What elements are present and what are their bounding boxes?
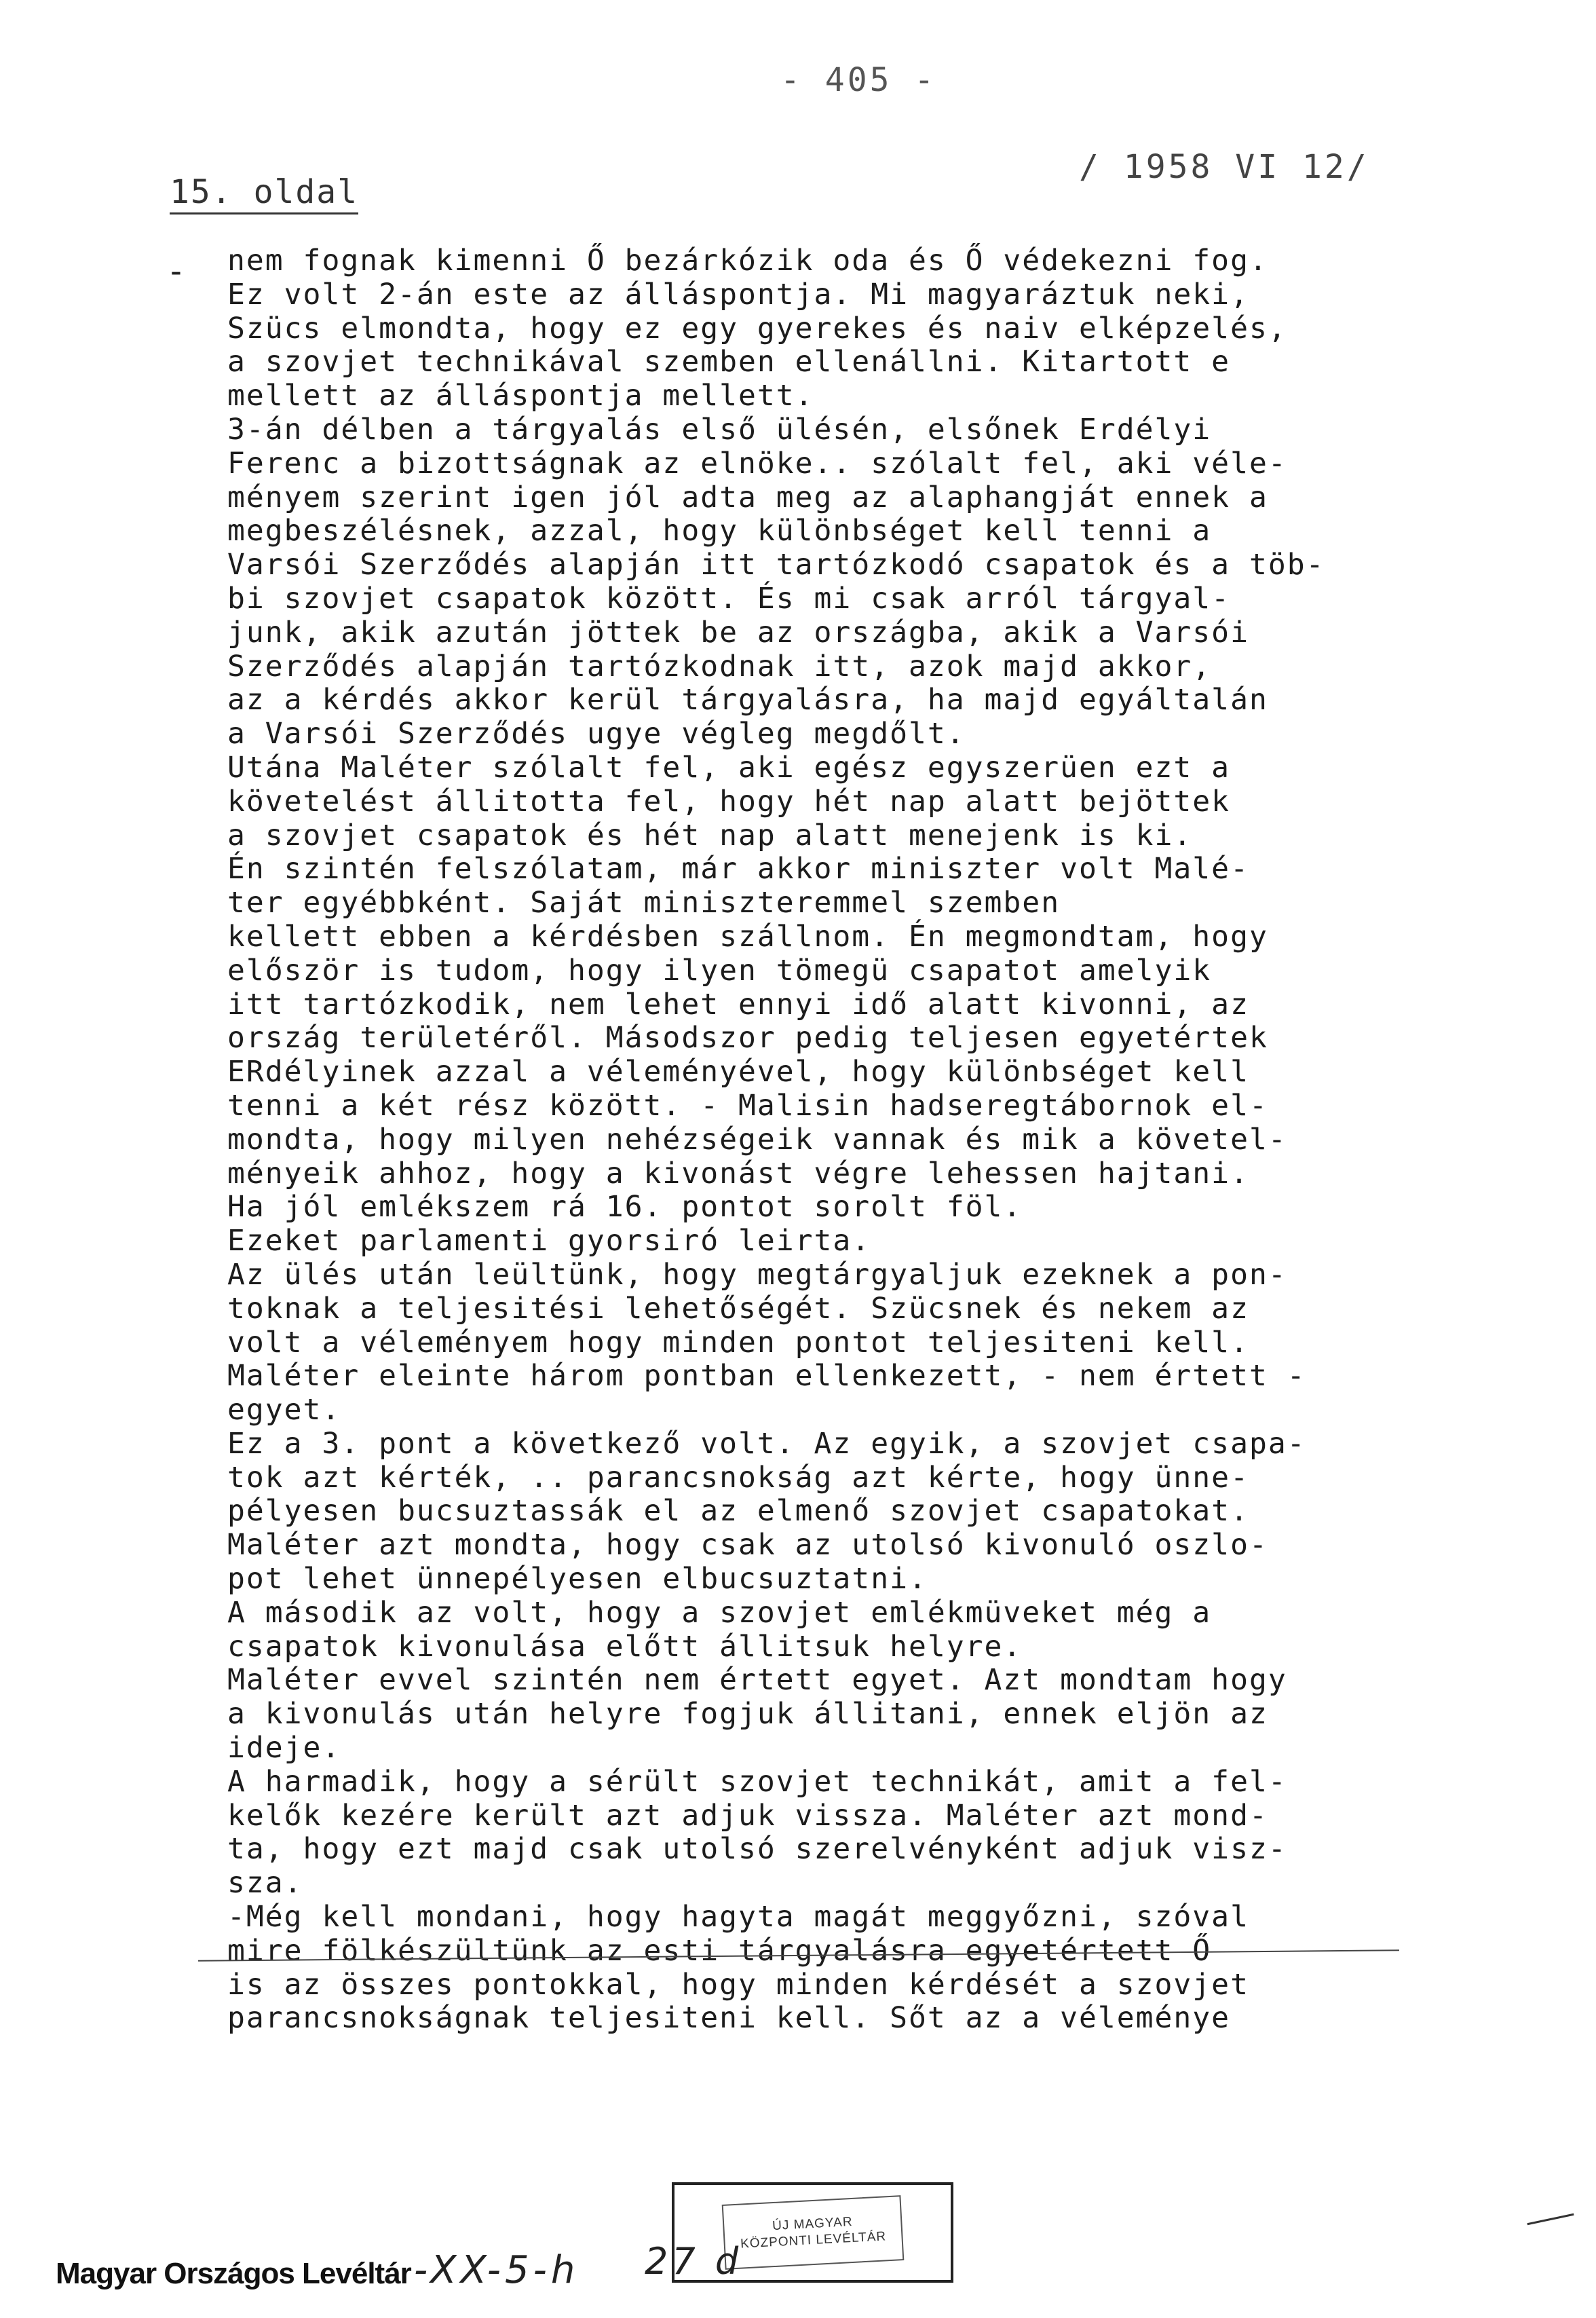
text-line: mire fölkészültünk az esti tárgyalásra egyetértett Ő <box>227 1933 1212 1968</box>
text-line: mondta, hogy milyen nehézségeik vannak és mik a követel- <box>227 1122 1287 1157</box>
text-line: A harmadik, hogy a sérült szovjet technikát, amit a fel- <box>227 1764 1287 1799</box>
corner-mark <box>1527 2213 1574 2225</box>
text-line: csapatok kivonulása előtt állitsuk helyre. <box>227 1629 1023 1664</box>
text-line: Utána Maléter szólalt fel, aki egész egyszerüen ezt a <box>227 750 1231 785</box>
text-line: a kivonulás után helyre fogjuk állitani, ennek eljön az <box>227 1697 1268 1732</box>
text-line: kellett ebben a kérdésben szállnom. Én megmondtam, hogy <box>227 919 1268 954</box>
text-line: Ha jól emlékszem rá 16. pontot sorolt föl. <box>227 1190 1023 1225</box>
text-line: junk, akik azután jöttek be az országba, akik a Varsói <box>227 615 1249 650</box>
text-line: nem fognak kimenni Ő bezárkózik oda és Ő védekezni fog. <box>227 244 1268 278</box>
text-line: Szücs elmondta, hogy ez egy gyerekes és naiv elképzelés, <box>227 311 1287 345</box>
typewritten-text <box>227 244 1503 2036</box>
page-number: - 405 - <box>780 61 937 99</box>
text-line: parancsnokságnak teljesiteni kell. Sőt az a véleménye <box>227 2001 1231 2036</box>
document-date: / 1958 VI 12/ <box>1079 148 1369 186</box>
text-line: megbeszélésnek, azzal, hogy különbséget kell tenni a <box>227 514 1212 548</box>
text-line: Maléter evvel szintén nem értett egyet. Azt mondtam hogy <box>227 1663 1287 1698</box>
text-line: is az összes pontokkal, hogy minden kérdését a szovjet <box>227 1967 1249 2002</box>
text-line: Ez a 3. pont a következő volt. Az egyik, a szovjet csapa- <box>227 1426 1306 1461</box>
text-line: a Varsói Szerződés ugye végleg megdőlt. <box>227 717 966 751</box>
stamp-line-2: KÖZPONTI LEVÉLTÁR <box>740 2229 887 2251</box>
text-line: a szovjet csapatok és hét nap alatt menejenk is ki. <box>227 818 1193 853</box>
text-line: itt tartózkodik, nem lehet ennyi idő alatt kivonni, az <box>227 987 1249 1022</box>
text-line: Ez volt 2-án este az álláspontja. Mi magyaráztuk neki, <box>227 277 1249 312</box>
text-line: Varsói Szerződés alapján itt tartózkodó csapatok és a töb- <box>227 548 1325 582</box>
text-line: pélyesen bucsuztassák el az elmenő szovjet csapatokat. <box>227 1494 1249 1529</box>
stamp-line-1: ÚJ MAGYAR <box>772 2214 853 2234</box>
text-line: A második az volt, hogy a szovjet emlékmüveket még a <box>227 1595 1212 1630</box>
text-line: a szovjet technikával szemben ellenállni. Kitartott e <box>227 345 1231 379</box>
text-line: ideje. <box>227 1731 341 1765</box>
text-line: Ezeket parlamenti gyorsiró leirta. <box>227 1224 871 1258</box>
text-line: egyet. <box>227 1393 341 1427</box>
text-line: bi szovjet csapatok között. És mi csak arról tárgyal- <box>227 581 1231 616</box>
text-line: Szerződés alapján tartózkodnak itt, azok majd akkor, <box>227 649 1212 684</box>
text-line: ményeik ahhoz, hogy a kivonást végre lehessen hajtani. <box>227 1156 1249 1191</box>
text-line: -Még kell mondani, hogy hagyta magát meggyőzni, szóval <box>227 1900 1249 1934</box>
text-line: volt a véleményem hogy minden pontot teljesiteni kell. <box>227 1325 1249 1360</box>
archive-sheet-number: 27 d <box>645 2240 743 2283</box>
text-line: tenni a két rész között. - Malisin hadseregtábornok el- <box>227 1088 1268 1123</box>
margin-mark: - <box>166 253 186 291</box>
archive-label: Magyar Országos Levéltár <box>56 2257 411 2290</box>
text-line: pot lehet ünnepélyesen elbucsuztatni. <box>227 1562 928 1596</box>
text-line: először is tudom, hogy ilyen tömegü csapatot amelyik <box>227 953 1212 988</box>
text-line: Maléter azt mondta, hogy csak az utolsó kivonuló oszlo- <box>227 1528 1268 1563</box>
text-line: Én szintén felszólatam, már akkor miniszter volt Malé- <box>227 852 1249 886</box>
text-line: Maléter eleinte három pontban ellenkezett, - nem értett - <box>227 1359 1306 1394</box>
text-line: 3-án délben a tárgyalás első ülésén, elsőnek Erdélyi <box>227 412 1212 447</box>
text-line: toknak a teljesitési lehetőségét. Szücsnek és nekem az <box>227 1291 1249 1326</box>
text-line: ta, hogy ezt majd csak utolsó szerelvényként adjuk visz- <box>227 1832 1287 1867</box>
text-line: ter egyébbként. Saját miniszteremmel szemben <box>227 886 1061 920</box>
stamp-inner-frame <box>721 2195 904 2270</box>
text-line: ERdélyinek azzal a véleményével, hogy különbséget kell <box>227 1055 1249 1089</box>
text-line: Az ülés után leültünk, hogy megtárgyaljuk ezeknek a pon- <box>227 1257 1287 1292</box>
text-line: tok azt kérték, .. parancsnokság azt kérte, hogy ünne- <box>227 1460 1249 1495</box>
text-line: mellett az álláspontja mellett. <box>227 379 814 413</box>
text-line: kelők kezére került azt adjuk vissza. Maléter azt mond- <box>227 1798 1268 1833</box>
archive-reference: -XX-5-h <box>414 2248 580 2292</box>
page-label: 15. oldal <box>170 173 358 214</box>
text-line: sza. <box>227 1866 303 1901</box>
text-line: Ferenc a bizottságnak az elnöke.. szólalt fel, aki véle- <box>227 446 1287 481</box>
text-line: ményem szerint igen jól adta meg az alaphangját ennek a <box>227 480 1268 515</box>
text-line: ország területéről. Másodszor pedig teljesen egyetértek <box>227 1021 1268 1055</box>
text-line: követelést állitotta fel, hogy hét nap alatt bejöttek <box>227 784 1231 819</box>
text-line: az a kérdés akkor kerül tárgyalásra, ha majd egyáltalán <box>227 683 1268 717</box>
